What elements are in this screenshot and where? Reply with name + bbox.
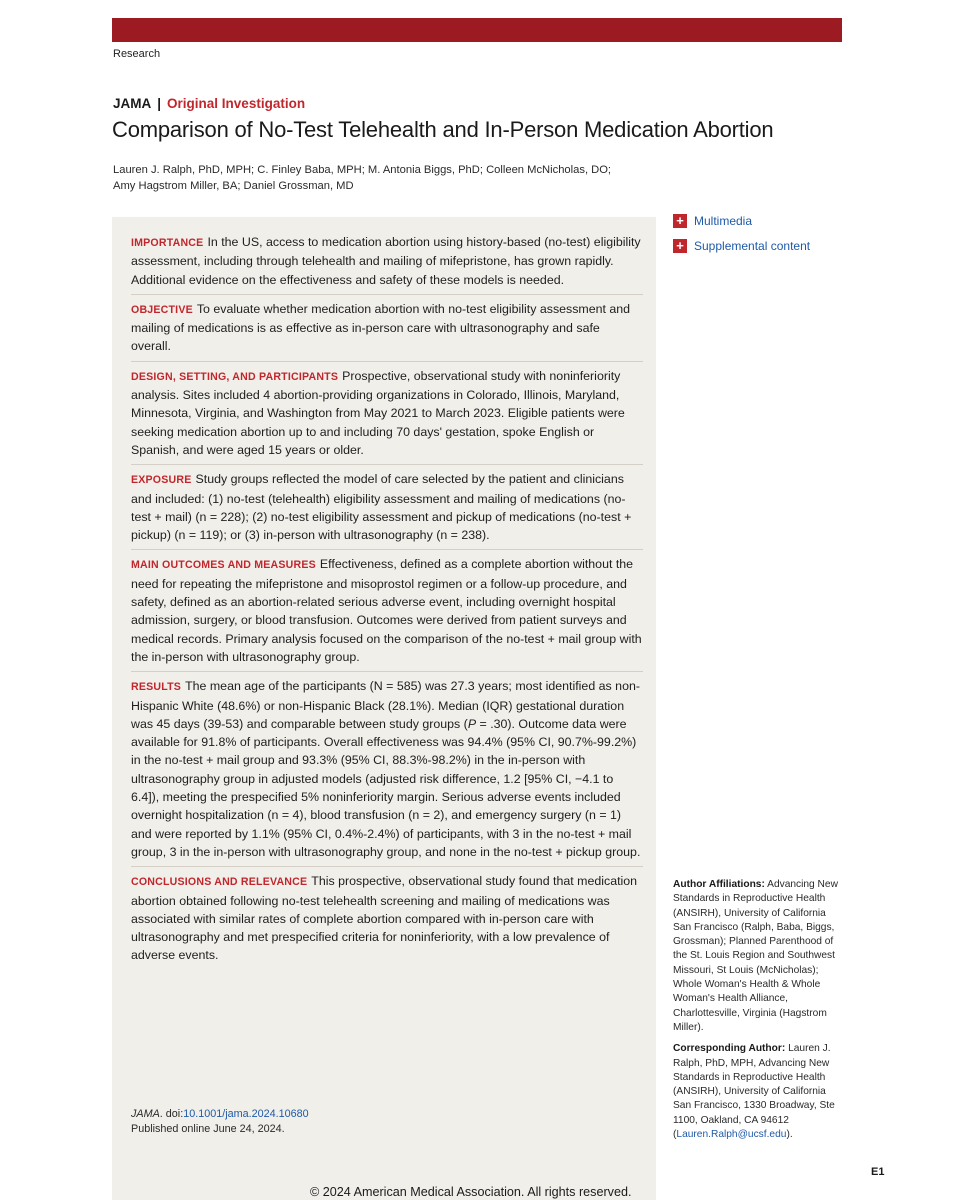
abstract-conclusions <box>131 872 643 969</box>
conclusions-text: This prospective, observational study found that medication abortion obtained following no-test telehealth screening and mailing of medications was associated with similar rates of complete abortion compared with in-person care with ultrasonography and met prespecified criteria for noninferiority, with a low prevalence of adverse events. <box>131 874 638 963</box>
exposure-text: Study groups reflected the model of care selected by the patient and clinicians and included: (1) no-test (telehealth) eligibility assessment and mailing of medications (no-test + mail) (n = 228); (2) no-test eligibility assessment and pickup of medications (no-test + pickup) (n = 119); or (3) in-person with ultrasonography (n = 238). <box>131 472 632 543</box>
outcomes-text: Effectiveness, defined as a complete abortion without the need for repeating the mifepristone and misoprostol regimen or a follow-up procedure, and safety, defined as an abortion-related serious adverse event, including overnight hospital admission, surgery, or blood transfusion. Outcomes were derived from patient surveys and medical records. Primary analysis focused on the comparison of the no-test + mail group with the in-person with ultrasonography group. <box>131 557 642 664</box>
affiliations-text: Advancing New Standards in Reproductive Health (ANSIRH), University of California San Francisco (Ralph, Baba, Biggs, Grossman); Planned Parenthood of the St. Louis Region and Southwest Missouri, St Louis (McNicholas); Whole Woman's Health & Whole Woman's Health Alliance, Charlottesville, Virginia (Hagstrom Miller). <box>673 879 838 1033</box>
multimedia-link-label[interactable]: Multimedia <box>694 214 753 228</box>
importance-text: In the US, access to medication abortion using history-based (no-test) eligibility assessment, including through telehealth and mailing of mifepristone, has grown rapidly. Additional evidence on the effectiveness and safety of these models is needed. <box>131 235 641 287</box>
authors-line-2: Amy Hagstrom Miller, BA; Daniel Grossman, MD <box>113 180 354 192</box>
results-p-symbol: P <box>467 716 477 731</box>
supplemental-content-link-label[interactable]: Supplemental content <box>694 239 811 253</box>
citation-doi-line <box>131 1107 309 1122</box>
abstract-content <box>131 233 643 975</box>
article-title: Comparison of No-Test Telehealth and In-Person Medication Abortion <box>112 117 774 142</box>
author-affiliations <box>673 878 845 1149</box>
corresponding-heading: Corresponding Author: <box>673 1043 786 1055</box>
affiliations-paragraph <box>673 878 845 1035</box>
outcomes-heading: MAIN OUTCOMES AND MEASURES <box>131 559 316 572</box>
journal-line <box>113 96 305 111</box>
abstract-exposure <box>131 470 643 550</box>
plus-icon: + <box>673 239 687 253</box>
affiliations-heading: Author Affiliations: <box>673 879 765 890</box>
article-type: Original Investigation <box>167 96 306 111</box>
abstract-results <box>131 677 643 867</box>
exposure-heading: EXPOSURE <box>131 474 192 487</box>
multimedia-link[interactable] <box>673 213 810 229</box>
design-text: Prospective, observational study with noninferiority analysis. Sites included 4 abortion-providing organizations in Colorado, Illinois, Maryland, Minnesota, Virginia, and Washington from May 2021 to March 2023. Eligible patients were seeking medication abortion up to and including 70 days' gestation, spoke English or Spanish, and were aged 15 years or older. <box>131 368 625 457</box>
plus-icon: + <box>673 214 687 228</box>
abstract-outcomes <box>131 555 643 672</box>
authors-line-1: Lauren J. Ralph, PhD, MPH; C. Finley Baba, MPH; M. Antonia Biggs, PhD; Colleen McNicholas, DO; <box>113 164 612 176</box>
objective-text: To evaluate whether medication abortion with no-test eligibility assessment and mailing of medications is as effective as in-person care with ultrasonography and safe overall. <box>131 301 631 354</box>
objective-heading: OBJECTIVE <box>131 303 193 316</box>
abstract-importance <box>131 233 643 295</box>
section-label: Research <box>113 48 161 60</box>
importance-heading: IMPORTANCE <box>131 237 204 249</box>
abstract-panel <box>112 217 656 1200</box>
corresponding-paragraph <box>673 1042 845 1142</box>
abstract-objective <box>131 300 643 362</box>
citation-doi-prefix: . doi: <box>159 1108 184 1120</box>
copyright-notice: © 2024 American Medical Association. All rights reserved. <box>310 1185 632 1199</box>
side-links <box>673 213 810 263</box>
results-text-a: The mean age of the participants (N = 585) was 27.3 years; most identified as non-Hispanic White (48.6%) or non-Hispanic Black (28.1%). Median (IQR) gestational duration was 45 days (39-53) and comparable between study groups ( <box>131 679 640 731</box>
header-bar <box>112 18 842 42</box>
citation-journal: JAMA <box>131 1108 160 1120</box>
design-heading: DESIGN, SETTING, AND PARTICIPANTS <box>131 370 339 383</box>
author-list <box>113 162 673 194</box>
corresponding-end: ). <box>786 1129 793 1141</box>
doi-link[interactable]: 10.1001/jama.2024.10680 <box>183 1108 309 1120</box>
corresponding-text: Lauren J. Ralph, PhD, MPH, Advancing New Standards in Reproductive Health (ANSIRH), University of California San Francisco, 1330 Broadway, Ste 1100, Oakland, CA 94612 ( <box>673 1043 835 1141</box>
supplemental-content-link[interactable] <box>673 238 810 254</box>
page-number: E1 <box>871 1166 885 1178</box>
email-link[interactable]: Lauren.Ralph@ucsf.edu <box>676 1129 787 1141</box>
journal-separator: | <box>157 96 162 111</box>
results-heading: RESULTS <box>131 681 182 694</box>
abstract-design <box>131 367 643 465</box>
conclusions-heading: CONCLUSIONS AND RELEVANCE <box>131 876 308 889</box>
results-text-b: = .30). Outcome data were available for 91.8% of participants. Overall effectiveness was 94.4% (95% CI, 90.7%-99.2%) in the no-test + mail group and 93.3% (95% CI, 88.3%-98.2%) in the in-person with ultrasonography group in adjusted models (adjusted risk difference, 1.2 [95% CI, −4.1 to 6.4]), meeting the prespecified 5% noninferiority margin. Serious adverse events included overnight hospitalization (n = 4), blood transfusion (n = 2), and emergency surgery (n = 1) and were reported by 1.1% (95% CI, 0.4%-2.4%) of participants, with 3 in the no-test + mail group, 3 in the in-person with ultrasonography group, and none in the no-test + pickup group. <box>131 716 641 859</box>
journal-name: JAMA <box>113 96 152 111</box>
citation-published: Published online June 24, 2024. <box>131 1123 285 1135</box>
citation-block <box>131 1107 309 1137</box>
